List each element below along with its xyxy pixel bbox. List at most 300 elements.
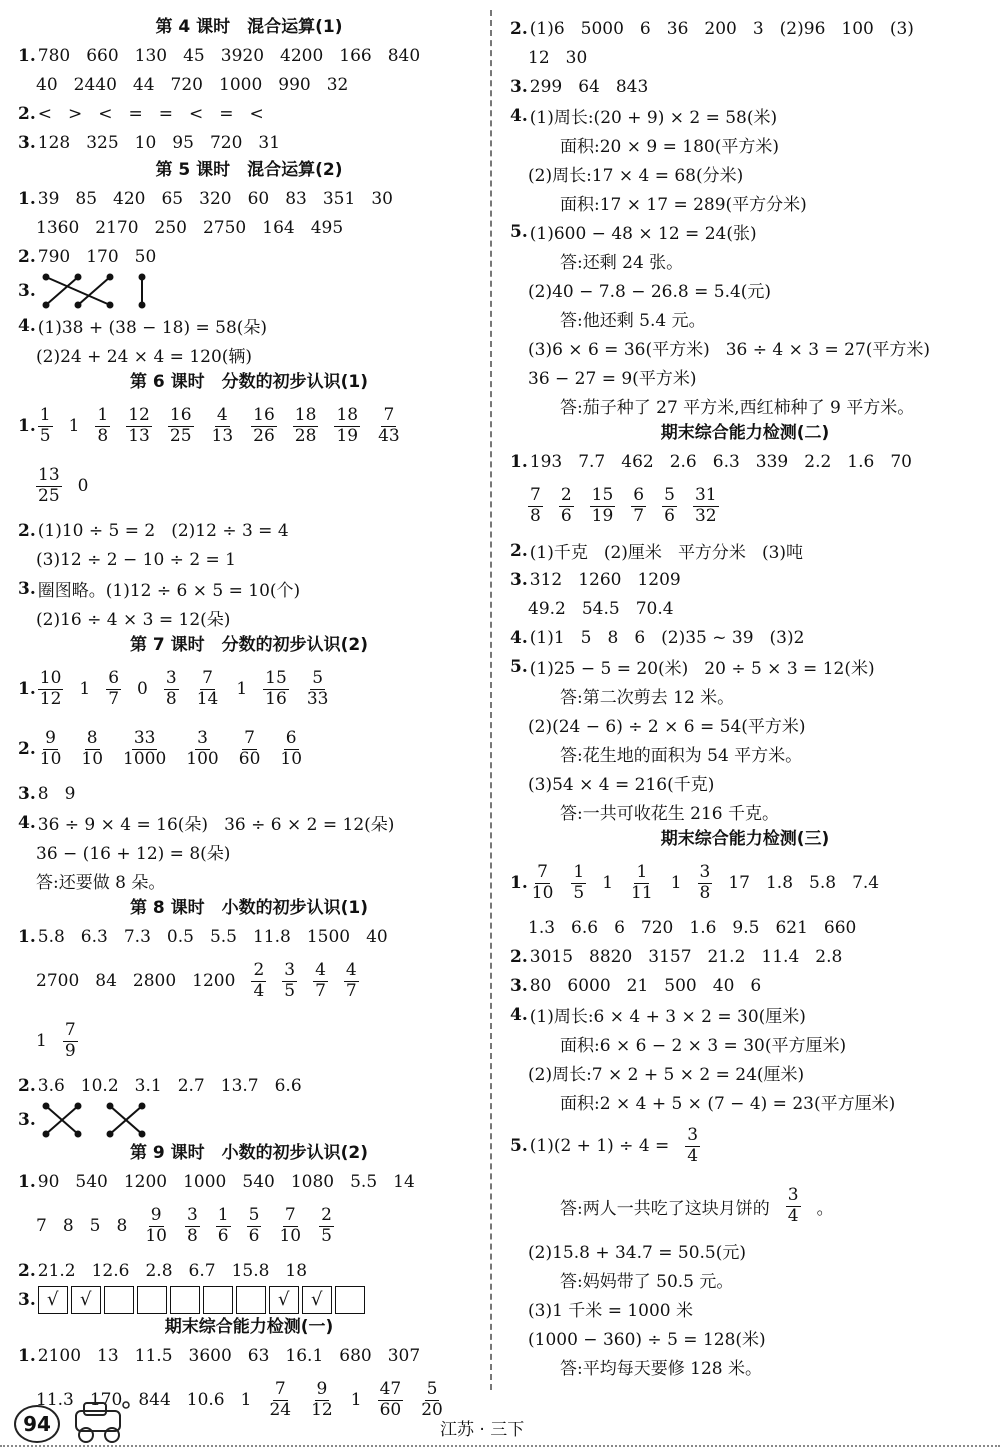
right-column: [510, 14, 980, 1381]
answer-item: (2)35 ~ 39: [661, 627, 754, 648]
answer-item: 5.5: [350, 1171, 378, 1192]
fraction-numerator: 18: [294, 404, 317, 425]
question-number: 3.: [18, 281, 36, 301]
match-dot: [138, 1103, 145, 1110]
fraction-numerator: 9: [45, 727, 56, 748]
question-number: 1.: [510, 451, 528, 472]
question-number: 1.: [18, 45, 36, 66]
answer-item: =: [219, 103, 234, 124]
fraction-denominator: 5: [39, 425, 51, 446]
answer-item: 8: [62, 1216, 74, 1236]
fraction-numerator: 12: [128, 404, 150, 425]
answer-item: 36 − 27 = 9(平方米): [528, 369, 697, 389]
answer-item: (2)厘米: [603, 543, 662, 563]
left-column: [18, 14, 480, 1430]
fraction-denominator: 8: [699, 882, 711, 903]
answer-item: 36 ÷ 4 × 3 = 27(平方米): [725, 340, 931, 360]
fraction-numerator: 9: [150, 1204, 162, 1225]
answer-row: [18, 184, 480, 213]
answer-item: 3.1: [134, 1075, 162, 1096]
answer-item: 164: [262, 217, 295, 238]
answer-item: 1.6: [689, 917, 717, 938]
answer-item: 圈图略。(1)12 ÷ 6 × 5 = 10(个): [37, 581, 301, 601]
answer-item: 312: [529, 569, 563, 590]
section-heading: 第 8 课时 小数的初步认识(1): [129, 898, 369, 918]
answer-item: =: [158, 103, 173, 124]
answer-item: 462: [621, 451, 654, 472]
fraction-denominator: 7: [633, 505, 645, 526]
answer-row: [18, 1071, 480, 1100]
answer-item: <: [249, 103, 264, 124]
answer-item: 5.8: [37, 926, 65, 947]
answer-item: (1000 − 360) ÷ 5 = 128(米): [528, 1330, 766, 1350]
answer-item: (1)38 + (38 − 18) = 58(朵): [37, 318, 268, 338]
answer-item: 11.8: [252, 926, 291, 947]
fraction-denominator: 25: [38, 485, 60, 506]
fraction-numerator: 1: [573, 861, 585, 882]
match-line: [78, 277, 110, 305]
fraction-denominator: 19: [336, 425, 359, 446]
answer-row: [510, 1116, 980, 1176]
footer-dotted-line: [0, 1445, 1000, 1447]
answer-item: 780: [37, 45, 71, 66]
answer-item: 面积:17 × 17 = 289(平方分米): [560, 195, 807, 215]
answer-row: [510, 942, 980, 971]
fraction-numerator: 33: [133, 727, 156, 748]
fraction-numerator: 5: [664, 484, 675, 505]
question-number: 4.: [18, 812, 36, 833]
question-number: 1.: [18, 1171, 36, 1192]
question-number: 3.: [18, 783, 36, 804]
answer-item: 7: [36, 1216, 47, 1236]
match-dot: [106, 1131, 113, 1138]
answer-item: 1200: [192, 971, 236, 991]
answer-item: 299: [529, 76, 563, 97]
answer-row: [510, 275, 980, 304]
answer-item: (1)周长:6 × 4 + 3 × 2 = 30(厘米): [529, 1007, 806, 1027]
fraction: [106, 667, 121, 709]
answer-item: 5000: [580, 18, 624, 39]
answer-row: [18, 1196, 480, 1256]
answer-row: [18, 1167, 480, 1196]
answer-item: (2)周长:7 × 2 + 5 × 2 = 24(厘米): [528, 1065, 805, 1085]
fraction-denominator: 8: [97, 425, 109, 446]
answer-row: [18, 779, 480, 808]
answer-item: 12: [528, 47, 550, 68]
answer-row: [18, 99, 480, 128]
answer-row: [510, 1236, 980, 1265]
answer-item: 答:茄子种了 27 平方米,西红柿种了 9 平方米。: [560, 398, 915, 418]
fraction-numerator: 6: [108, 667, 120, 688]
answer-row: [510, 188, 980, 217]
fraction-denominator: 33: [306, 688, 329, 709]
fraction-denominator: 7: [108, 688, 120, 709]
answer-item: 720: [640, 917, 674, 938]
fraction: [38, 404, 53, 446]
match-line: [46, 277, 78, 305]
fraction-numerator: 3: [787, 1184, 799, 1205]
answer-item: 40: [36, 74, 58, 95]
answer-item: (3)54 × 4 = 216(千克): [528, 775, 715, 795]
question-number: 2.: [510, 540, 528, 561]
fraction-denominator: 100: [186, 748, 219, 769]
fraction: [629, 861, 655, 903]
answer-item: 8: [116, 1216, 128, 1236]
fraction: [590, 484, 616, 526]
answer-item: 2700: [36, 971, 80, 991]
answer-item: 5.8: [809, 873, 837, 893]
fraction: [528, 484, 543, 526]
answer-row: [18, 516, 480, 545]
fraction-denominator: 6: [217, 1225, 229, 1246]
fraction-denominator: 5: [573, 882, 585, 903]
fraction-numerator: 15: [591, 484, 614, 505]
fraction-numerator: 16: [253, 404, 275, 425]
fraction-numerator: 3: [687, 1124, 699, 1145]
answer-item: 64: [578, 76, 600, 97]
answer-item: 70: [890, 451, 912, 472]
answer-item: 1260: [578, 569, 622, 590]
answer-item: 1: [36, 1031, 47, 1051]
fraction-numerator: 7: [284, 1204, 296, 1225]
answer-item: 1500: [306, 926, 351, 947]
answer-item: 320: [199, 188, 232, 209]
answer-item: 420: [113, 188, 146, 209]
answer-item: 495: [310, 217, 344, 238]
answer-item: 1: [79, 679, 91, 699]
fraction: [210, 404, 236, 446]
answer-row: [18, 1341, 480, 1370]
fraction-numerator: 7: [537, 861, 548, 882]
answer-item: 10: [134, 132, 157, 153]
answer-item: 36 ÷ 9 × 4 = 16(朵): [37, 815, 209, 835]
answer-row: [510, 913, 980, 942]
answer-item: 1: [68, 416, 80, 436]
answer-item: 193: [529, 451, 563, 472]
fraction-denominator: 1000: [123, 748, 167, 769]
fraction-numerator: 1: [39, 404, 51, 425]
fraction-numerator: 7: [274, 1378, 286, 1399]
answer-item: 65: [161, 188, 184, 209]
answer-row: [510, 710, 980, 739]
matching-diagram: [38, 271, 168, 311]
answer-item: (1)600 − 48 × 12 = 24(张): [529, 224, 757, 244]
answer-row: [510, 362, 980, 391]
answer-row: [510, 72, 980, 101]
answer-item: 0: [77, 476, 89, 496]
fraction-denominator: 12: [39, 688, 62, 709]
answer-item: 339: [755, 451, 789, 472]
fraction-denominator: 43: [378, 425, 400, 446]
answer-row: [18, 922, 480, 951]
question-number: 4.: [510, 627, 528, 648]
question-number: 2.: [510, 18, 528, 39]
check-box: [104, 1286, 134, 1314]
answer-row: [18, 1011, 480, 1071]
fraction: [38, 667, 64, 709]
answer-item: 840: [387, 45, 421, 66]
fraction: [277, 1204, 303, 1246]
question-number: 5.: [510, 221, 528, 242]
answer-row: [510, 681, 980, 710]
answer-item: (2)24 + 24 × 4 = 120(辆): [36, 347, 253, 367]
answer-item: 170: [86, 246, 119, 267]
question-number: 1.: [18, 926, 36, 947]
fraction-denominator: 10: [81, 748, 104, 769]
answer-row: [18, 603, 480, 632]
answer-item: 1360: [36, 217, 80, 238]
answer-item: 2440: [73, 74, 117, 95]
answer-row: [510, 476, 980, 536]
column-divider: [490, 10, 492, 1390]
fraction-numerator: 15: [265, 667, 287, 688]
answer-item: 351: [322, 188, 356, 209]
answer-row: [18, 242, 480, 271]
answer-item: 14: [393, 1171, 415, 1192]
answer-row: [18, 1285, 480, 1314]
answer-item: 1.6: [847, 451, 875, 472]
fraction: [263, 667, 289, 709]
fraction-denominator: 16: [265, 688, 287, 709]
fraction: [195, 667, 221, 709]
answer-row: [510, 768, 980, 797]
answer-item: (3)2: [769, 627, 805, 648]
answer-row: [510, 14, 980, 43]
fraction-numerator: 4: [315, 959, 326, 980]
answer-row: [510, 1265, 980, 1294]
fraction-numerator: 6: [285, 727, 297, 748]
fraction: [168, 404, 194, 446]
fraction: [63, 1019, 78, 1061]
answer-row: [510, 652, 980, 681]
question-number: 3.: [510, 569, 528, 590]
answer-item: 6: [639, 18, 651, 39]
answer-item: 6000: [567, 975, 611, 996]
match-dot: [74, 1131, 81, 1138]
answer-item: 85: [75, 188, 98, 209]
answer-item: 540: [242, 1171, 275, 1192]
fraction-numerator: 1: [636, 861, 648, 882]
fraction-numerator: 3: [197, 727, 208, 748]
answer-row: [510, 1294, 980, 1323]
fraction-numerator: 2: [321, 1204, 332, 1225]
answer-item: 8820: [589, 946, 633, 967]
fraction: [313, 959, 328, 1001]
answer-row: [510, 565, 980, 594]
fraction: [559, 484, 574, 526]
cartoon-car-icon: [70, 1399, 132, 1445]
answer-row: [510, 536, 980, 565]
answer-item: 3157: [648, 946, 692, 967]
answer-item: (1)1: [529, 627, 565, 648]
fraction-denominator: 10: [39, 748, 62, 769]
answer-item: (1)25 − 5 = 20(米): [529, 659, 689, 679]
fraction-denominator: 13: [211, 425, 234, 446]
answer-row: [510, 594, 980, 623]
answer-item: 面积:6 × 6 − 2 × 3 = 30(平方厘米): [560, 1036, 847, 1056]
fraction-denominator: 25: [169, 425, 192, 446]
answer-item: 70.4: [635, 598, 674, 619]
answer-item: 790: [37, 246, 71, 267]
answer-item: 1.3: [528, 917, 556, 938]
answer-item: 2.2: [804, 451, 832, 472]
answer-item: (3): [889, 18, 914, 39]
answer-item: 10.6: [186, 1390, 225, 1410]
footer-edition-label: 江苏 · 三下: [440, 1420, 525, 1440]
question-number: 3.: [18, 1110, 36, 1130]
section-heading: 期末综合能力检测(二): [660, 423, 830, 443]
answer-item: 6.7: [188, 1260, 216, 1281]
check-box: √: [302, 1286, 332, 1314]
fraction-denominator: 19: [591, 505, 614, 526]
answer-item: 45: [183, 45, 205, 66]
fraction-denominator: 13: [128, 425, 150, 446]
answer-item: <: [37, 103, 52, 124]
fraction-denominator: 20: [421, 1399, 443, 1420]
answer-item: (1)6: [529, 18, 565, 39]
fraction-denominator: 4: [253, 980, 265, 1001]
answer-item: (2)(24 − 6) ÷ 2 × 6 = 54(平方米): [528, 717, 806, 737]
fraction-denominator: 6: [248, 1225, 260, 1246]
answer-item: 11.3: [36, 1390, 74, 1410]
fraction: [305, 667, 331, 709]
section-heading: 期末综合能力检测(三): [660, 829, 830, 849]
answer-item: 6.3: [80, 926, 108, 947]
answer-row: [18, 128, 480, 157]
answer-row: [510, 623, 980, 652]
answer-row: [18, 1100, 480, 1140]
question-number: 1.: [18, 679, 36, 699]
answer-item: 1.8: [765, 873, 794, 893]
answer-item: 7.3: [123, 926, 151, 947]
fraction-denominator: 24: [269, 1399, 292, 1420]
fraction: [319, 1204, 334, 1246]
match-dot: [138, 1131, 145, 1138]
answer-row: [510, 1176, 980, 1236]
answer-row: [18, 456, 480, 516]
check-box: [335, 1286, 365, 1314]
answer-item: (3)1 千米 = 1000 米: [528, 1301, 694, 1321]
question-number: 5.: [510, 1136, 528, 1156]
answer-item: 1000: [183, 1171, 227, 1192]
answer-item: (2)16 ÷ 4 × 3 = 12(朵): [36, 610, 231, 630]
answer-row: [510, 797, 980, 826]
fraction-numerator: 10: [39, 667, 62, 688]
answer-item: 8: [37, 783, 49, 804]
answer-row: [510, 1352, 980, 1381]
fraction: [631, 484, 646, 526]
fraction-numerator: 4: [345, 959, 357, 980]
answer-item: 1209: [637, 569, 681, 590]
match-dot: [74, 302, 81, 309]
answer-item: 10.2: [80, 1075, 119, 1096]
fraction: [685, 1124, 700, 1166]
answer-item: 3.6: [37, 1075, 65, 1096]
section-heading: 第 5 课时 混合运算(2): [155, 160, 343, 180]
answer-item: 面积:20 × 9 = 180(平方米): [560, 137, 779, 157]
answer-item: 6: [634, 627, 646, 648]
fraction: [36, 464, 62, 506]
fraction-numerator: 3: [186, 1204, 198, 1225]
answer-row: [18, 866, 480, 895]
answer-item: 50: [134, 246, 157, 267]
fraction-numerator: 2: [560, 484, 572, 505]
answer-item: 21.2: [37, 1260, 76, 1281]
answer-item: (2)40 − 7.8 − 26.8 = 5.4(元): [528, 282, 772, 302]
answer-row: [18, 396, 480, 456]
answer-item: 8: [607, 627, 619, 648]
answer-item: =: [128, 103, 143, 124]
fraction: [143, 1204, 169, 1246]
answer-item: (3)吨: [761, 543, 804, 563]
answer-item: 答:还要做 8 朵。: [36, 873, 166, 893]
fraction-denominator: 6: [664, 505, 675, 526]
question-number: 3.: [18, 132, 36, 153]
fraction-numerator: 7: [383, 404, 395, 425]
fraction-denominator: 8: [186, 1225, 198, 1246]
answer-row: [18, 837, 480, 866]
answer-item: 30: [565, 47, 588, 68]
answer-row: [510, 333, 980, 362]
answer-item: 130: [134, 45, 168, 66]
answer-item: 13.7: [220, 1075, 259, 1096]
answer-row: [18, 808, 480, 837]
answer-item: 2170: [95, 217, 139, 238]
fraction: [38, 727, 64, 769]
fraction: [698, 861, 713, 903]
fraction-numerator: 13: [38, 464, 60, 485]
fraction: [693, 484, 719, 526]
fraction-denominator: 8: [530, 505, 541, 526]
answer-row: [510, 853, 980, 913]
match-dot: [42, 1103, 49, 1110]
answer-row: [18, 213, 480, 242]
answer-item: 680: [339, 1345, 372, 1366]
answer-item: 17: [728, 873, 750, 893]
fraction: [95, 404, 110, 446]
answer-item: 660: [86, 45, 119, 66]
check-box: [170, 1286, 200, 1314]
answer-item: 36 ÷ 6 × 2 = 12(朵): [224, 815, 395, 835]
answer-row: [510, 130, 980, 159]
answer-item: 3600: [188, 1345, 232, 1366]
answer-item: 844: [138, 1390, 171, 1410]
fraction-numerator: 7: [530, 484, 541, 505]
fraction-numerator: 5: [426, 1378, 438, 1399]
fraction: [126, 404, 152, 446]
question-number: 2.: [18, 103, 36, 124]
question-number: 2.: [18, 520, 36, 541]
answer-item: (2)12 ÷ 3 = 4: [171, 520, 289, 541]
answer-item: >: [68, 103, 83, 124]
answer-item: 36 − (16 + 12) = 8(朵): [36, 844, 231, 864]
answer-item: 6.6: [274, 1075, 302, 1096]
answer-item: 21: [626, 975, 649, 996]
answer-item: 2100: [37, 1345, 82, 1366]
question-number: 2.: [510, 946, 528, 967]
fraction-denominator: 26: [253, 425, 275, 446]
answer-item: 1: [350, 1390, 362, 1410]
answer-item: 平方分米: [677, 543, 746, 563]
fraction-denominator: 7: [315, 980, 326, 1001]
question-number: 1.: [18, 1345, 36, 1366]
answer-item: 36: [666, 18, 689, 39]
answer-row: [510, 971, 980, 1000]
answer-item: 720: [209, 132, 243, 153]
question-number: 1.: [510, 873, 528, 893]
fraction: [251, 959, 266, 1001]
answer-item: 40: [366, 926, 388, 947]
